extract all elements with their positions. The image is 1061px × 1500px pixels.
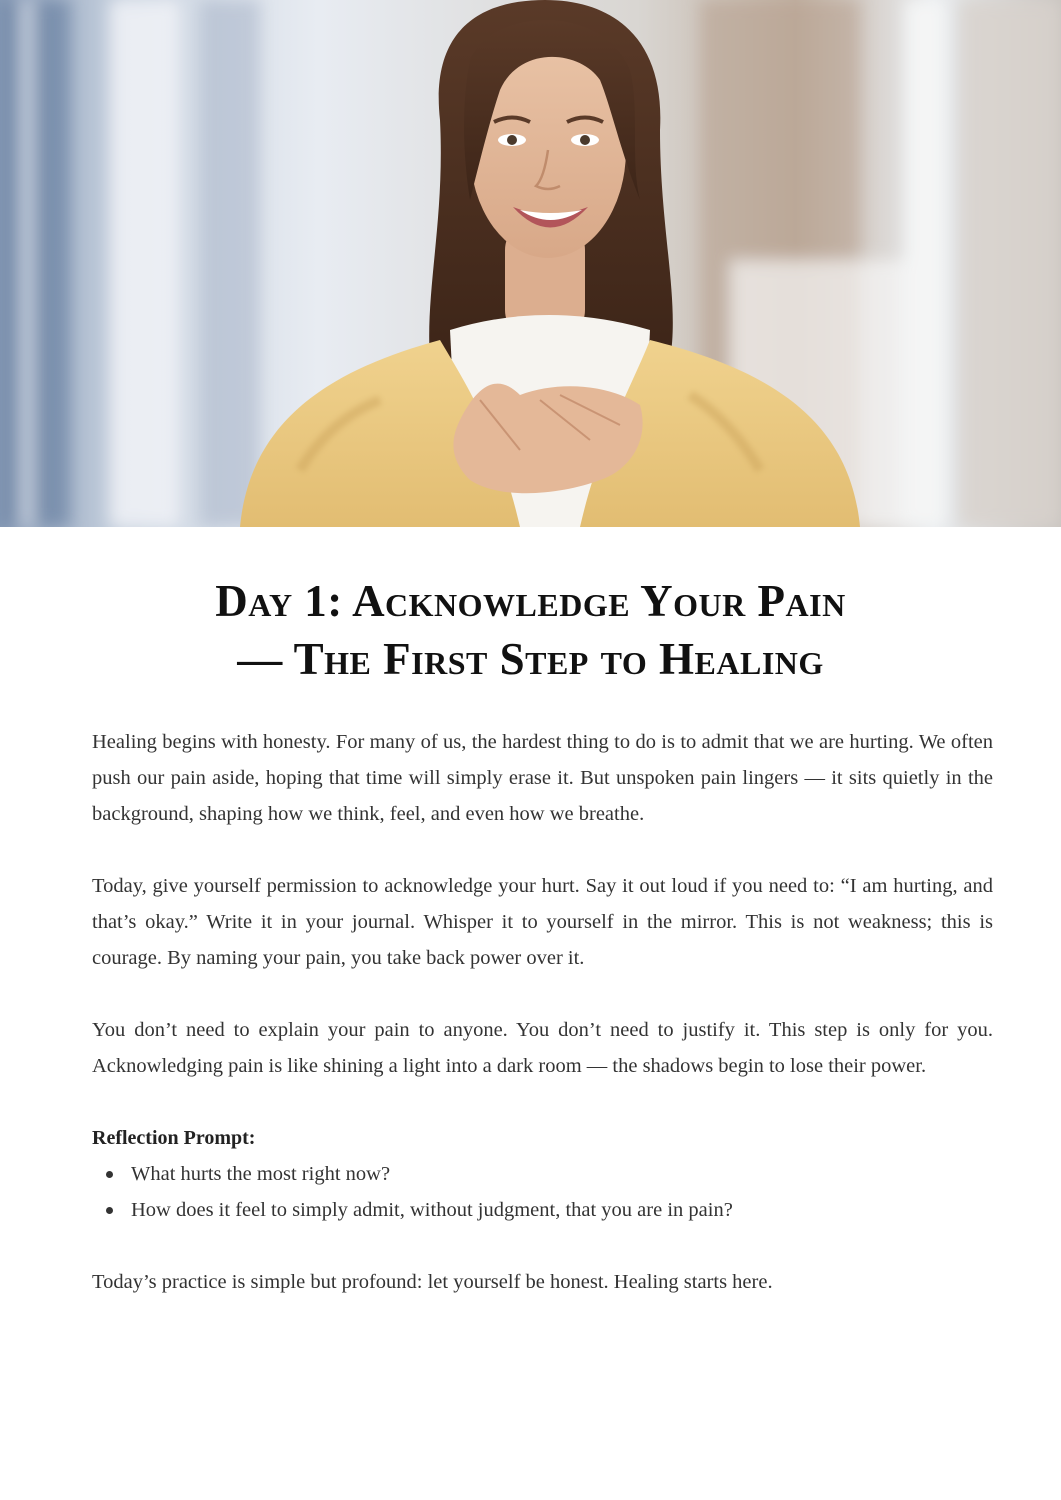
title-line-2: — The First Step to Healing [237,634,824,684]
page-title [0,572,1061,688]
list-item-text: How does it feel to simply admit, without judgment, that you are in pain? [131,1199,733,1221]
paragraph-3: You don’t need to explain your pain to anyone. You don’t need to justify it. This step is only for you. Acknowledging pain is like shining a light into a dark room — the shadows begin to lose their power. [92,1019,993,1077]
list-item [92,1156,993,1192]
reflection-list [92,1156,993,1228]
reflection-heading: Reflection Prompt: [92,1127,256,1149]
list-item-text: What hurts the most right now? [131,1163,391,1185]
hero-photo [0,0,1061,527]
closing-paragraph: Today’s practice is simple but profound: let yourself be honest. Healing starts here. [92,1271,773,1293]
bullet-icon [106,1171,113,1178]
paragraph-1: Healing begins with honesty. For many of us, the hardest thing to do is to admit that we are hurting. We often push our pain aside, hoping that time will simply erase it. But unspoken pain lingers — it sits quietly in the background, shaping how we think, feel, and even how we breathe. [92,731,993,825]
paragraph-2: Today, give yourself permission to acknowledge your hurt. Say it out loud if you need to: “I am hurting, and that’s okay.” Write it in your journal. Whisper it to yourself in the mirror. This is not weakness; this is courage. By naming your pain, you take back power over it. [92,875,993,969]
list-item [92,1192,993,1228]
title-line-1: Day 1: Acknowledge Your Pain [215,576,846,626]
article-body [92,724,993,1336]
bullet-icon [106,1207,113,1214]
